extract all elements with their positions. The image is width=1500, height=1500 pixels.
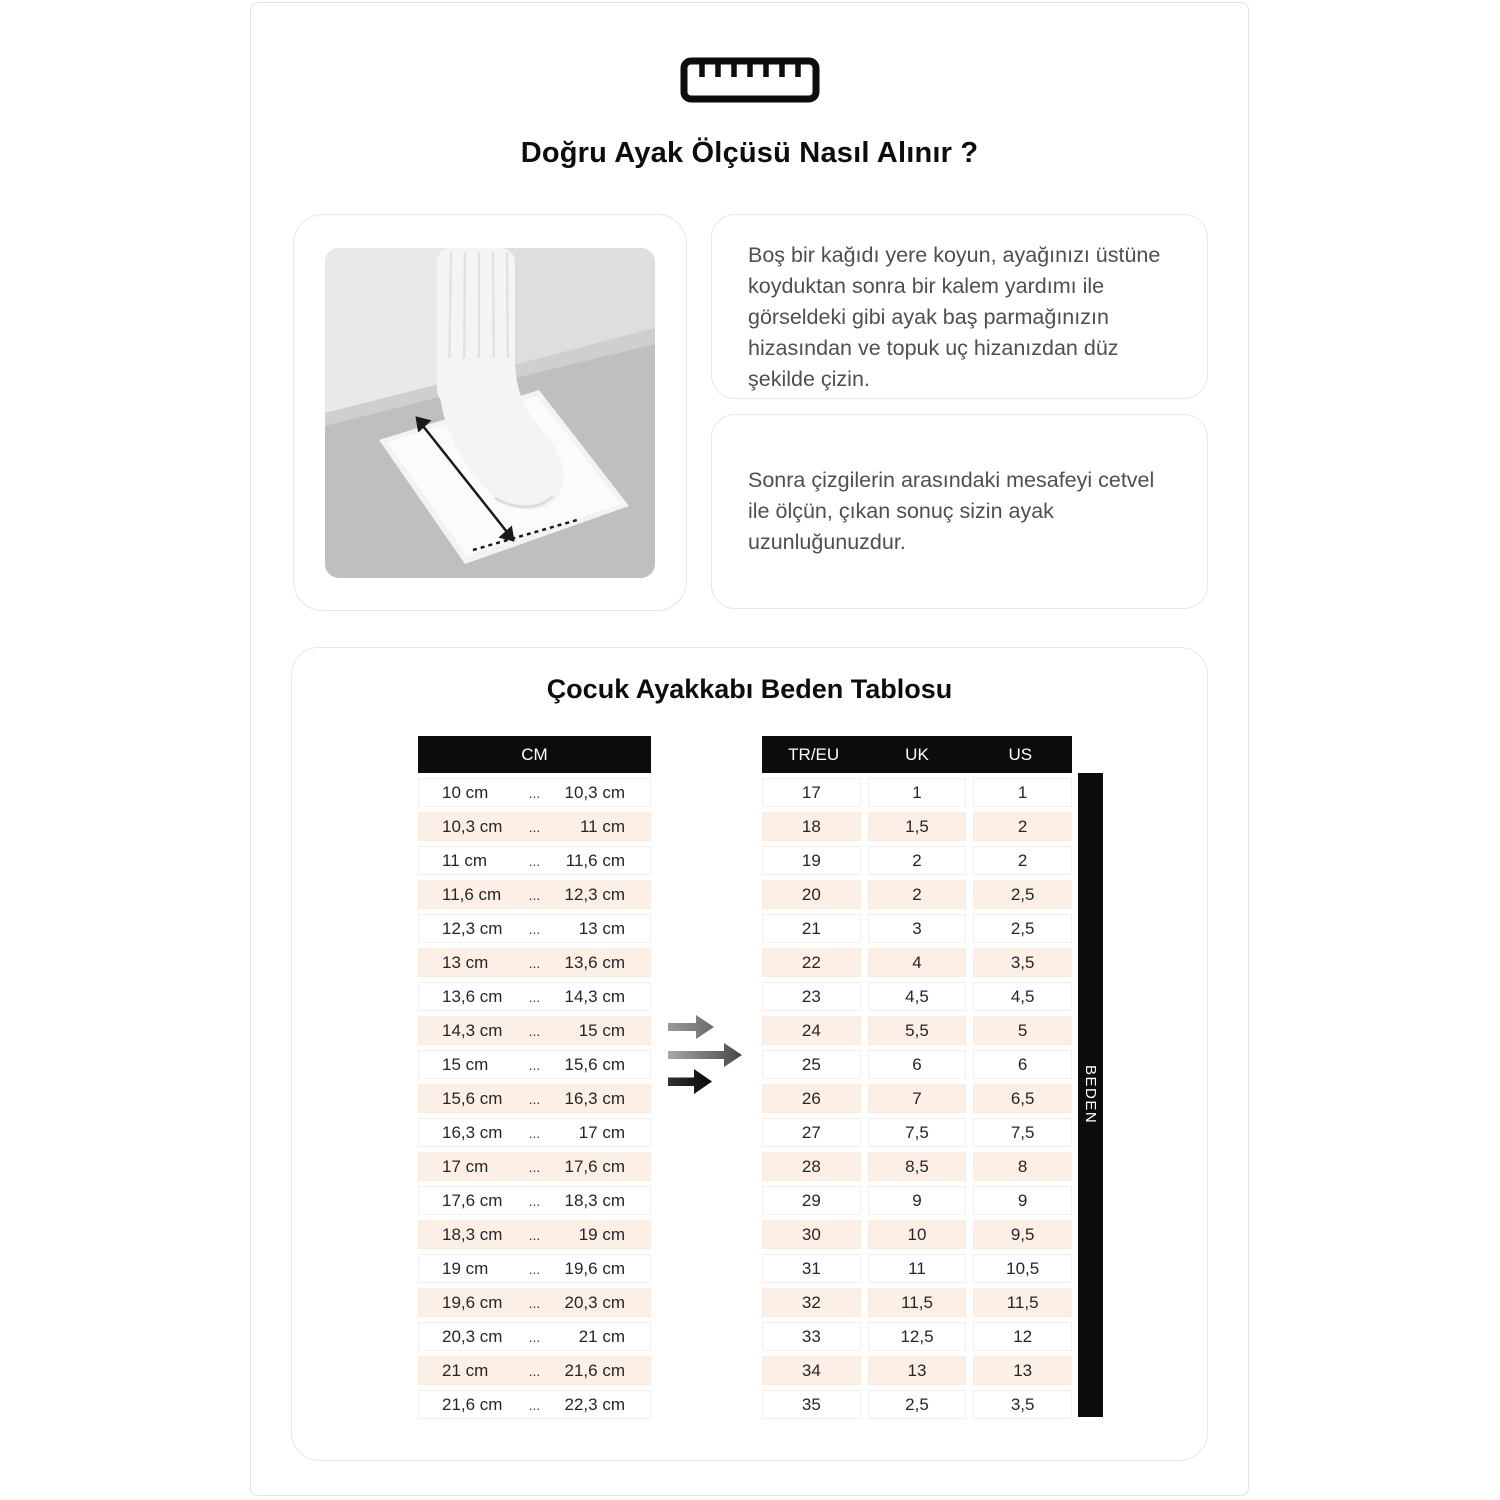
uk-cell: 2 [868,880,967,909]
uk-cell: 2 [868,846,967,875]
instruction-card-2 [711,414,1208,609]
foot-measurement-photo [325,248,655,578]
cm-dots: ... [528,1396,541,1413]
cm-to: 13 cm [578,918,625,938]
cm-from: 15 cm [442,1054,489,1074]
cm-table-row [418,1254,651,1283]
page-title: Doğru Ayak Ölçüsü Nasıl Alınır ? [520,137,979,169]
cm-from: 16,3 cm [442,1122,503,1142]
uk-cell: 13 [868,1356,967,1385]
cm-from: 11,6 cm [442,884,502,904]
cm-to: 19 cm [578,1224,625,1244]
us-cell: 5 [973,1016,1072,1045]
cm-to: 11,6 cm [565,850,625,870]
cm-table [418,736,651,1419]
cm-to: 14,3 cm [564,986,625,1006]
cm-dots: ... [528,784,541,801]
cm-table-rows [418,778,651,1419]
us-cell: 10,5 [973,1254,1072,1283]
cm-table-row [418,1016,651,1045]
cm-to: 22,3 cm [564,1394,625,1414]
us-cell: 11,5 [973,1288,1072,1317]
us-cell: 6,5 [973,1084,1072,1113]
uk-cell: 1 [868,778,967,807]
size-table-row [762,1118,1072,1147]
uk-cell: 7,5 [868,1118,967,1147]
size-table-row [762,1322,1072,1351]
cm-dots: ... [528,852,541,869]
international-size-table [762,736,1072,1419]
cm-from: 12,3 cm [442,918,503,938]
us-cell: 3,5 [973,1390,1072,1419]
cm-table-row [418,1186,651,1215]
cm-from: 20,3 cm [442,1326,503,1346]
cm-from: 15,6 cm [442,1088,503,1108]
cm-to: 18,3 cm [564,1190,625,1210]
cm-table-row [418,914,651,943]
cm-from: 14,3 cm [442,1020,503,1040]
cm-dots: ... [528,988,541,1005]
cm-from: 17,6 cm [442,1190,503,1210]
cm-to: 17 cm [578,1122,625,1142]
us-cell: 9 [973,1186,1072,1215]
tr-eu-cell: 18 [762,812,861,841]
header-us: US [1008,744,1033,764]
tr-eu-cell: 17 [762,778,861,807]
cm-dots: ... [528,1294,541,1311]
transfer-arrows-icon [668,1014,760,1101]
us-cell: 1 [973,778,1072,807]
cm-dots: ... [528,818,541,835]
us-cell: 2 [973,846,1072,875]
ruler-icon [680,57,820,103]
beden-label: BEDEN [1082,1065,1099,1125]
uk-cell: 11 [868,1254,967,1283]
cm-table-row [418,1118,651,1147]
uk-cell: 11,5 [868,1288,967,1317]
us-cell: 13 [973,1356,1072,1385]
tr-eu-cell: 26 [762,1084,861,1113]
us-cell: 3,5 [973,948,1072,977]
size-table-row [762,778,1072,807]
cm-dots: ... [528,1022,541,1039]
size-table-row [762,1254,1072,1283]
header-tr-eu: TR/EU [788,744,840,764]
uk-cell: 4 [868,948,967,977]
cm-dots: ... [528,1192,541,1209]
uk-cell: 4,5 [868,982,967,1011]
cm-from: 18,3 cm [442,1224,503,1244]
us-cell: 8 [973,1152,1072,1181]
uk-cell: 6 [868,1050,967,1079]
us-cell: 2,5 [973,880,1072,909]
tr-eu-cell: 20 [762,880,861,909]
size-table-row [762,914,1072,943]
cm-dots: ... [528,920,541,937]
uk-cell: 7 [868,1084,967,1113]
cm-table-row [418,1322,651,1351]
uk-cell: 2,5 [868,1390,967,1419]
cm-dots: ... [528,1090,541,1107]
cm-dots: ... [528,1056,541,1073]
cm-table-row [418,778,651,807]
cm-from: 19,6 cm [442,1292,503,1312]
cm-from: 10 cm [442,782,489,802]
size-table-row [762,1356,1072,1385]
cm-table-row [418,1390,651,1419]
instruction-text-1: Boş bir kağıdı yere koyun, ayağınızı üstüne koyduktan sonra bir kalem yardımı ile görseldeki gibi ayak baş parmağınızın hizasından ve topuk uç hizanızdan düz şekilde çizin. [748,243,1161,391]
cm-table-row [418,1220,651,1249]
instruction-text-2: Sonra çizgilerin arasındaki mesafeyi cetvel ile ölçün, çıkan sonuç sizin ayak uzunluğunuzdur. [748,468,1155,554]
size-table-header [762,736,1072,773]
size-table-row [762,880,1072,909]
cm-table-row [418,948,651,977]
cm-to: 11 cm [579,816,625,836]
cm-from: 21,6 cm [442,1394,503,1414]
size-table-title: Çocuk Ayakkabı Beden Tablosu [546,674,953,704]
size-table-row [762,948,1072,977]
us-cell: 4,5 [973,982,1072,1011]
cm-dots: ... [528,886,541,903]
ruler-icon-wrap [251,57,1248,108]
cm-to: 16,3 cm [564,1088,625,1108]
cm-dots: ... [528,1260,541,1277]
tr-eu-cell: 21 [762,914,861,943]
uk-cell: 9 [868,1186,967,1215]
cm-to: 17,6 cm [564,1156,625,1176]
cm-from: 10,3 cm [442,816,503,836]
instruction-card-1 [711,214,1208,399]
cm-from: 11 cm [442,850,488,870]
cm-table-row [418,1356,651,1385]
tr-eu-cell: 22 [762,948,861,977]
cm-table-row [418,1288,651,1317]
size-table-row [762,812,1072,841]
cm-dots: ... [528,1328,541,1345]
us-cell: 6 [973,1050,1072,1079]
cm-to: 10,3 cm [564,782,625,802]
cm-to: 19,6 cm [564,1258,625,1278]
size-table-row [762,982,1072,1011]
tr-eu-cell: 19 [762,846,861,875]
size-table-row [762,1016,1072,1045]
tr-eu-cell: 25 [762,1050,861,1079]
uk-cell: 10 [868,1220,967,1249]
us-cell: 12 [973,1322,1072,1351]
tr-eu-cell: 31 [762,1254,861,1283]
beden-bar [1078,773,1103,1417]
size-table-card [291,647,1208,1461]
size-table-rows [762,778,1072,1419]
tr-eu-cell: 24 [762,1016,861,1045]
tr-eu-cell: 30 [762,1220,861,1249]
cm-to: 21,6 cm [564,1360,625,1380]
us-cell: 9,5 [973,1220,1072,1249]
uk-cell: 12,5 [868,1322,967,1351]
us-cell: 2,5 [973,914,1072,943]
size-table-row [762,846,1072,875]
cm-table-header: CM [418,736,651,773]
cm-to: 15 cm [578,1020,625,1040]
cm-to: 21 cm [578,1326,625,1346]
size-table-row [762,1390,1072,1419]
size-table-row [762,1152,1072,1181]
cm-from: 13 cm [442,952,489,972]
cm-to: 13,6 cm [564,952,625,972]
tr-eu-cell: 33 [762,1322,861,1351]
size-table-row [762,1288,1072,1317]
cm-table-row [418,846,651,875]
cm-dots: ... [528,1124,541,1141]
cm-table-row [418,982,651,1011]
size-table-row [762,1084,1072,1113]
uk-cell: 5,5 [868,1016,967,1045]
tr-eu-cell: 23 [762,982,861,1011]
cm-table-row [418,1152,651,1181]
us-cell: 7,5 [973,1118,1072,1147]
tr-eu-cell: 34 [762,1356,861,1385]
cm-from: 17 cm [442,1156,489,1176]
tr-eu-cell: 35 [762,1390,861,1419]
cm-to: 15,6 cm [564,1054,625,1074]
foot-photo-card [293,214,687,611]
size-guide-container [250,2,1249,1496]
cm-from: 21 cm [442,1360,489,1380]
cm-table-row [418,1050,651,1079]
tr-eu-cell: 32 [762,1288,861,1317]
uk-cell: 8,5 [868,1152,967,1181]
uk-cell: 1,5 [868,812,967,841]
cm-to: 20,3 cm [564,1292,625,1312]
cm-dots: ... [528,1362,541,1379]
header-uk: UK [905,744,929,764]
cm-dots: ... [528,1158,541,1175]
cm-from: 13,6 cm [442,986,503,1006]
tr-eu-cell: 28 [762,1152,861,1181]
cm-table-row [418,1084,651,1113]
uk-cell: 3 [868,914,967,943]
cm-dots: ... [528,1226,541,1243]
size-table-row [762,1050,1072,1079]
cm-table-row [418,880,651,909]
cm-table-row [418,812,651,841]
tr-eu-cell: 27 [762,1118,861,1147]
cm-from: 19 cm [442,1258,489,1278]
size-table-row [762,1220,1072,1249]
size-table-row [762,1186,1072,1215]
cm-to: 12,3 cm [564,884,625,904]
tr-eu-cell: 29 [762,1186,861,1215]
cm-dots: ... [528,954,541,971]
us-cell: 2 [973,812,1072,841]
